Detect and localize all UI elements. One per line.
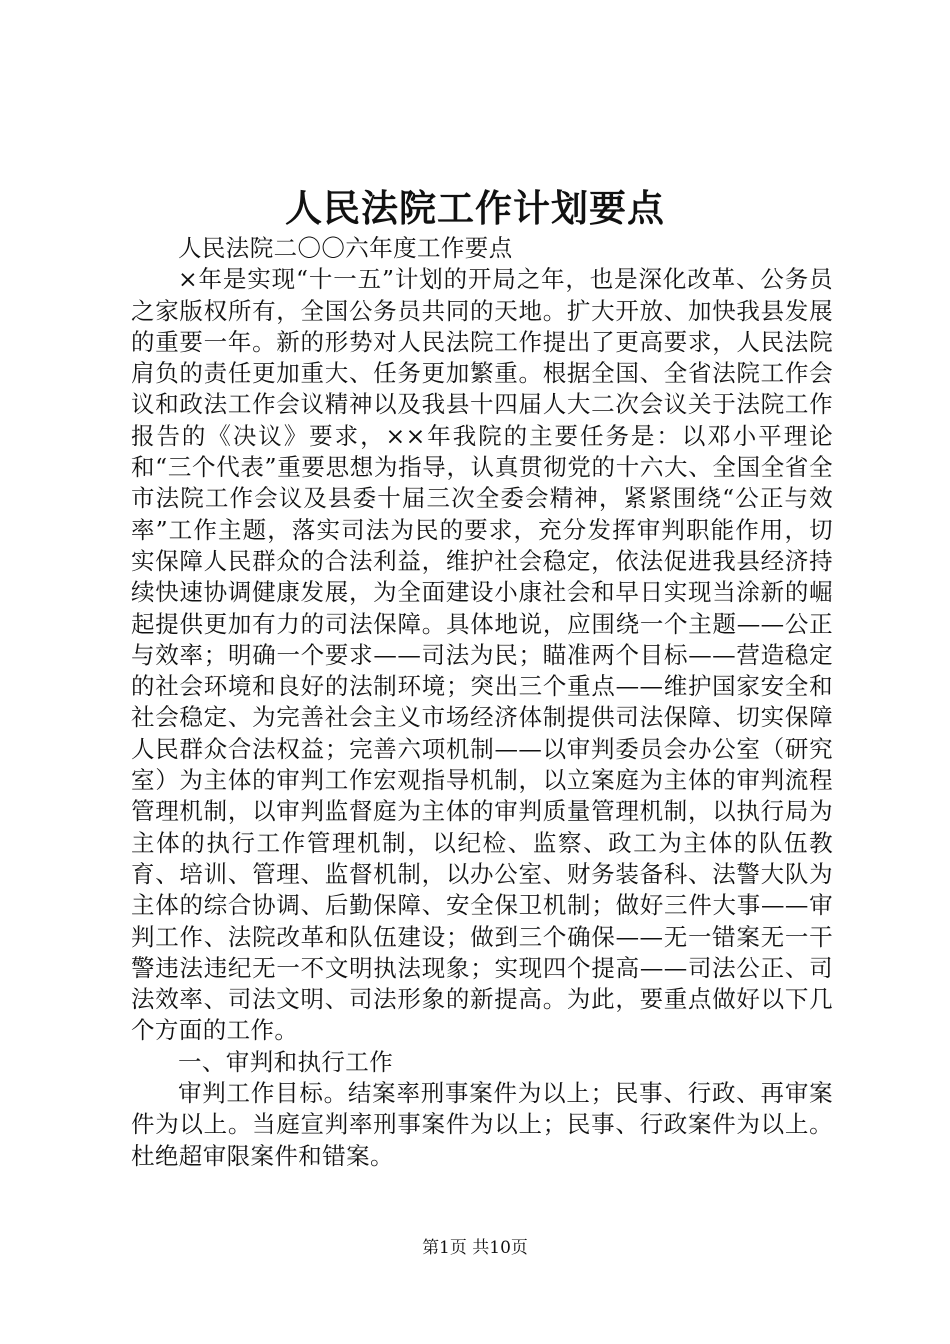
page-footer: 第1页 共10页 <box>422 1238 528 1258</box>
document-body <box>131 233 833 1172</box>
section-paragraph: 审判工作目标。结案率刑事案件为以上；民事、行政、再审案件为以上。当庭宣判率刑事案件为以上；民事、行政案件为以上。杜绝超审限案件和错案。 <box>131 1079 833 1170</box>
section-heading: 一、审判和执行工作 <box>178 1047 394 1076</box>
main-paragraph: ×年是实现“十一五”计划的开局之年，也是深化改革、公务员之家版权所有，全国公务员共同的天地。扩大开放、加快我县发展的重要一年。新的形势对人民法院工作提出了更高要求，人民法院肩负的责任更加重大、任务更加繁重。根据全国、全省法院工作会议和政法工作会议精神以及我县十四届人大二次会议关于法院工作报告的《决议》要求，××年我院的主要任务是：以邓小平理论和“三个代表”重要思想为指导，认真贯彻党的十六大、全国全省全市法院工作会议及县委十届三次全委会精神，紧紧围绕“公正与效率”工作主题，落实司法为民的要求，充分发挥审判职能作用，切实保障人民群众的合法利益，维护社会稳定，依法促进我县经济持续快速协调健康发展，为全面建设小康社会和早日实现当涂新的崛起提供更加有力的司法保障。具体地说，应围绕一个主题——公正与效率；明确一个要求——司法为民；瞄准两个目标——营造稳定的社会环境和良好的法制环境；突出三个重点——维护国家安全和社会稳定、为完善社会主义市场经济体制提供司法保障、切实保障人民群众合法权益；完善六项机制——以审判委员会办公室（研究室）为主体的审判工作宏观指导机制，以立案庭为主体的审判流程管理机制，以审判监督庭为主体的审判质量管理机制，以执行局为主体的执行工作管理机制，以纪检、监察、政工为主体的队伍教育、培训、管理、监督机制，以办公室、财务装备科、法警大队为主体的综合协调、后勤保障、安全保卫机制；做好三件大事——审判工作、法院改革和队伍建设；做到三个确保——无一错案无一干警违法违纪无一不文明执法现象；实现四个提高——司法公正、司法效率、司法文明、司法形象的新提高。为此，要重点做好以下几个方面的工作。 <box>131 265 833 1045</box>
document-title: 人民法院工作计划要点 <box>285 186 665 230</box>
subtitle-paragraph: 人民法院二〇〇六年度工作要点 <box>178 234 513 262</box>
